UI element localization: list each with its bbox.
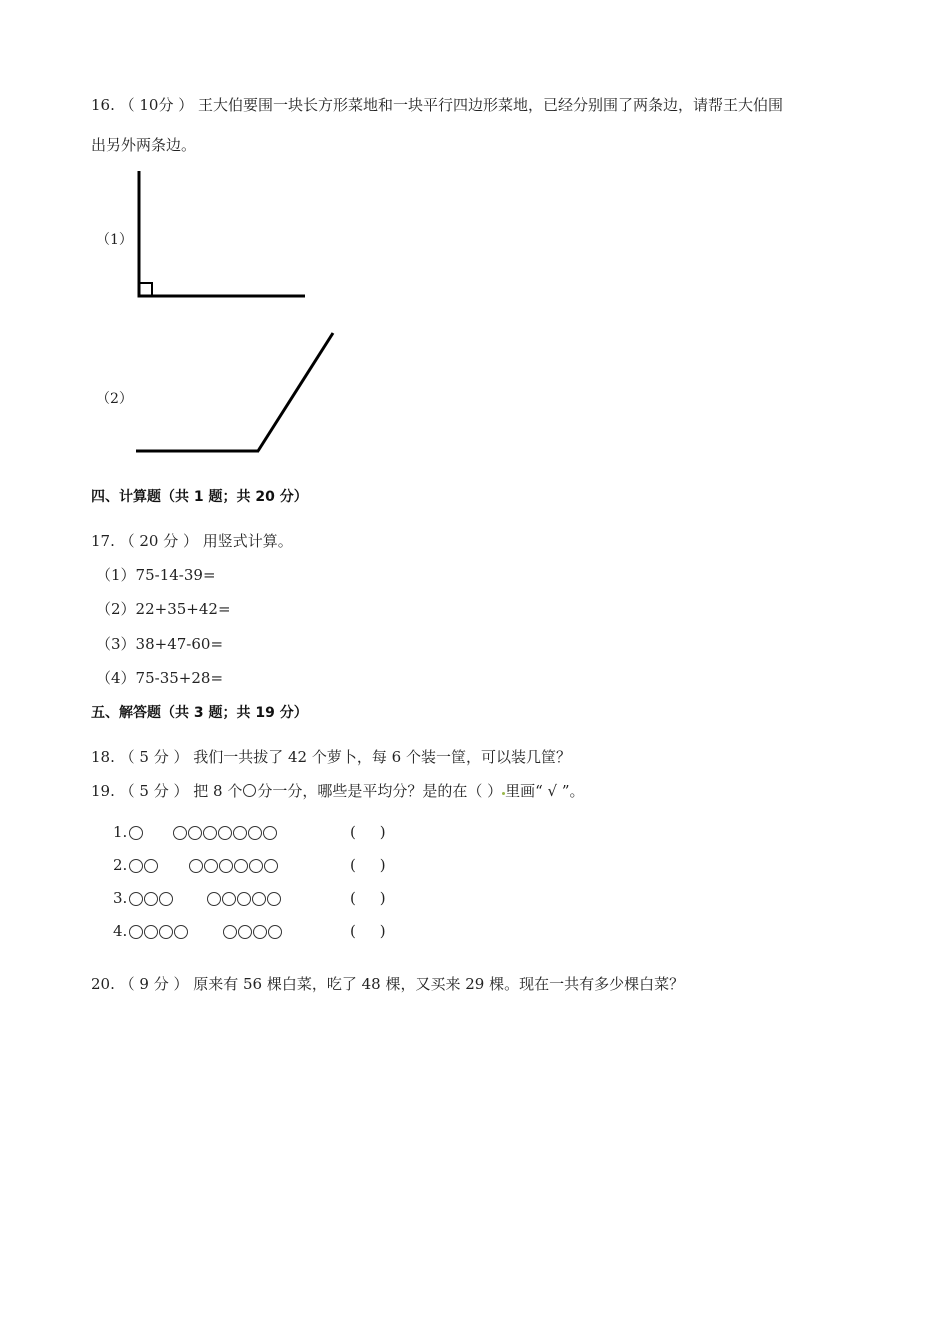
circle-icon [237, 892, 251, 906]
row-number: 3. [113, 889, 128, 907]
calc-item-3: （3）38+47-60= [96, 635, 224, 653]
circle-icon [218, 826, 232, 840]
right-circle-group [189, 858, 279, 876]
circle-icon [252, 892, 266, 906]
figures [0, 0, 950, 470]
circle-icon [248, 826, 262, 840]
right-angle-marker [139, 283, 152, 296]
circle-icon [243, 784, 256, 797]
circle-icon [144, 925, 158, 939]
question-16-text-cont: 出另外两条边。 [91, 136, 197, 154]
circle-icon [253, 925, 267, 939]
circle-icon [233, 826, 247, 840]
circle-icon [234, 859, 248, 873]
circle-icon [264, 859, 278, 873]
parallelogram-figure [136, 333, 333, 451]
calc-item-1: （1）75-14-39= [96, 566, 216, 584]
question-18-text: 18. （ 5 分 ） 我们一共拔了 42 个萝卜，每 6 个装一筐，可以装几筐？ [91, 748, 571, 766]
left-circle-group [129, 891, 174, 909]
answer-parentheses[interactable]: ( ) [350, 856, 386, 874]
circle-icon [189, 859, 203, 873]
question-19-text [91, 780, 585, 801]
circle-icon [159, 925, 173, 939]
answer-parentheses[interactable]: ( ) [350, 823, 386, 841]
circle-icon [129, 925, 143, 939]
circle-icon [204, 859, 218, 873]
circle-icon [219, 859, 233, 873]
question-20-text: 20. （ 9 分 ） 原来有 56 棵白菜，吃了 48 棵，又买来 29 棵。现在一共有多少棵白菜？ [91, 975, 685, 993]
answer-parentheses[interactable]: ( ) [350, 889, 386, 907]
calc-item-2: （2）22+35+42= [96, 600, 231, 618]
circle-icon [203, 826, 217, 840]
question-17-text: 17. （ 20 分 ） 用竖式计算。 [91, 532, 293, 550]
figure-1-label: （1） [96, 232, 133, 248]
circle-icon [223, 925, 237, 939]
calc-item-4: （4）75-35+28= [96, 669, 224, 687]
circle-icon [263, 826, 277, 840]
circle-icon [159, 892, 173, 906]
circle-icon [129, 826, 143, 840]
section-5-heading: 五、解答题（共 3 题；共 19 分） [91, 705, 308, 721]
circle-icon [222, 892, 236, 906]
q19-suffix2: 里画“ √ ”。 [505, 782, 585, 800]
right-angle-figure [138, 171, 306, 297]
figure-2-label: （2） [96, 391, 133, 407]
row-number: 4. [113, 922, 128, 940]
left-circle-group [129, 924, 189, 942]
right-circle-group [207, 891, 282, 909]
circle-icon [207, 892, 221, 906]
circle-icon [174, 925, 188, 939]
row-number: 2. [113, 856, 128, 874]
circle-icon [238, 925, 252, 939]
circle-icon [249, 859, 263, 873]
question-16-text: 16. （ 10分 ） 王大伯要围一块长方形菜地和一块平行四边形菜地，已经分别围了两条边，请帮王大伯围 [91, 96, 784, 114]
q19-suffix: 分一分，哪些是平均分？是的在（ ） [257, 782, 503, 800]
circle-icon [267, 892, 281, 906]
row-number: 1. [113, 823, 128, 841]
answer-parentheses[interactable]: ( ) [350, 922, 386, 940]
slant-side [258, 333, 333, 451]
left-circle-group [129, 825, 144, 843]
circle-icon [144, 859, 158, 873]
section-4-heading: 四、计算题（共 1 题；共 20 分） [91, 489, 308, 505]
q19-prefix: 19. （ 5 分 ） 把 8 个 [91, 782, 243, 800]
circle-icon [129, 892, 143, 906]
right-circle-group [223, 924, 283, 942]
circle-icon [144, 892, 158, 906]
circle-icon [173, 826, 187, 840]
left-circle-group [129, 858, 159, 876]
right-circle-group [173, 825, 278, 843]
circle-icon [129, 859, 143, 873]
circle-icon [268, 925, 282, 939]
circle-icon [188, 826, 202, 840]
